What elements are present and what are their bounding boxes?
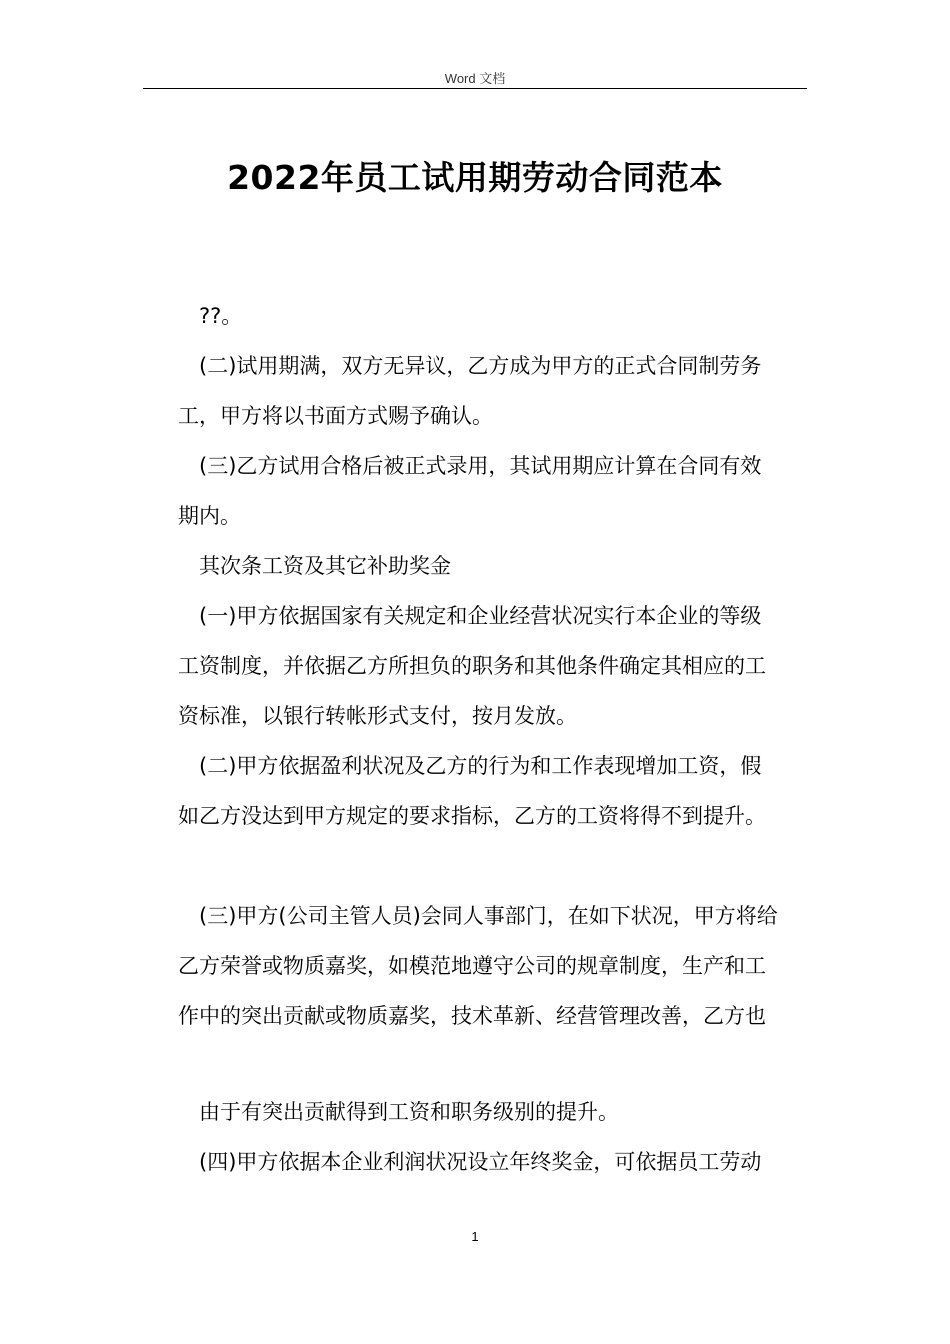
page-header-label: Word 文档 (444, 71, 506, 86)
body-line: 资标准，以银行转帐形式支付，按月发放。 (178, 704, 577, 728)
body-line: 作中的突出贡献或物质嘉奖，技术革新、经营管理改善，乙方也 (178, 1004, 766, 1028)
body-line: 期内。 (178, 504, 241, 528)
body-line: (一)甲方依据国家有关规定和企业经营状况实行本企业的等级 (199, 604, 762, 628)
document-title: 2022年员工试用期劳动合同范本 (227, 158, 723, 197)
body-line: 工，甲方将以书面方式赐予确认。 (178, 404, 493, 428)
body-line: 乙方荣誉或物质嘉奖，如模范地遵守公司的规章制度，生产和工 (178, 954, 766, 978)
header-divider (143, 88, 807, 89)
body-line: 其次条工资及其它补助奖金 (199, 554, 451, 578)
body-line: (四)甲方依据本企业利润状况设立年终奖金，可依据员工劳动 (199, 1150, 762, 1174)
body-line: (三)甲方(公司主管人员)会同人事部门，在如下状况，甲方将给 (199, 904, 778, 928)
body-line: 由于有突出贡献得到工资和职务级别的提升。 (199, 1100, 619, 1124)
body-line: 如乙方没达到甲方规定的要求指标，乙方的工资将得不到提升。 (178, 804, 766, 828)
body-line: (二)甲方依据盈利状况及乙方的行为和工作表现增加工资，假 (199, 754, 762, 778)
body-line: (二)试用期满，双方无异议，乙方成为甲方的正式合同制劳务 (199, 354, 762, 378)
body-line: 工资制度，并依据乙方所担负的职务和其他条件确定其相应的工 (178, 654, 766, 678)
body-line: ??。 (199, 304, 243, 328)
page-number: 1 (471, 1229, 479, 1244)
body-line: (三)乙方试用合格后被正式录用，其试用期应计算在合同有效 (199, 454, 762, 478)
